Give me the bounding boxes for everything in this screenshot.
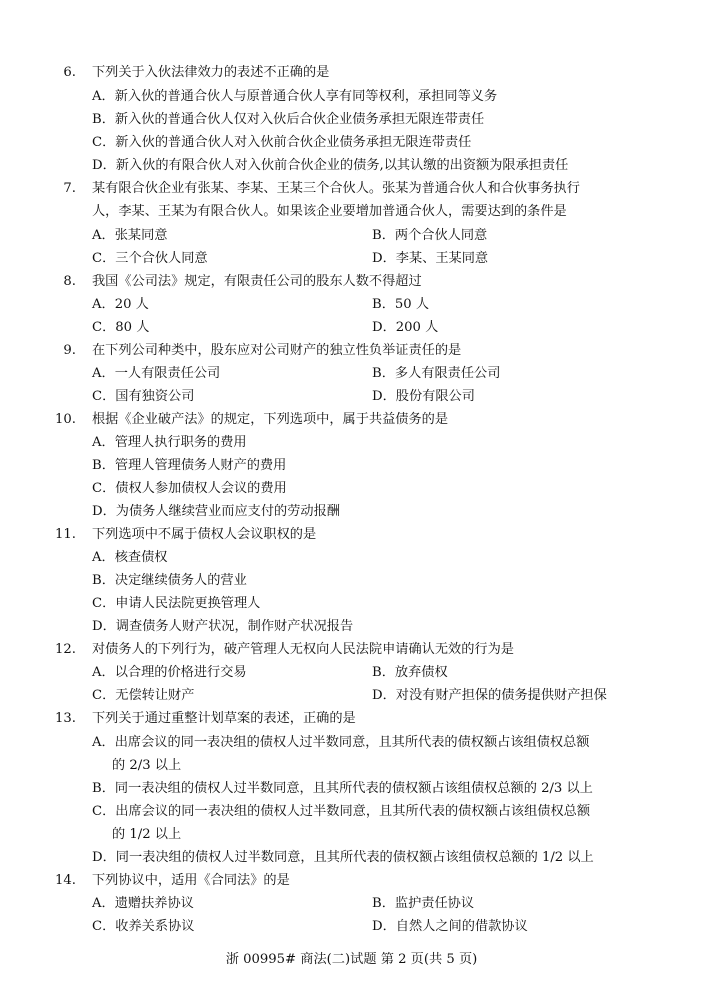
option-b: B．放弃债权	[372, 665, 448, 680]
option-text: A．核查债权	[92, 550, 168, 565]
question-stem: 对债务人的下列行为，破产管理人无权向人民法院申请确认无效的行为是	[92, 642, 514, 657]
question-number: 14.	[55, 873, 76, 888]
option-d: D．自然人之间的借款协议	[372, 919, 528, 934]
option-text: D．同一表决组的债权人过半数同意，且其所代表的债权额占该组债权总额的 1/2 以上	[92, 850, 594, 865]
option-text: D．新入伙的有限合伙人对入伙前合伙企业的债务,以其认缴的出资额为限承担责任	[92, 158, 569, 173]
option-d: D．股份有限公司	[372, 389, 475, 404]
option-c: C．国有独资公司	[92, 389, 195, 404]
question-stem: 在下列公司种类中，股东应对公司财产的独立性负举证责任的是	[92, 343, 462, 358]
option-text: C．出席会议的同一表决组的债权人过半数同意，且其所代表的债权额占该组债权总额	[92, 804, 591, 819]
option-text: C．债权人参加债权人会议的费用	[92, 481, 287, 496]
option-a: A．以合理的价格进行交易	[92, 665, 247, 680]
question-number: 8.	[63, 274, 76, 289]
option-text: B．决定继续债务人的营业	[92, 573, 247, 588]
question-number: 6.	[63, 65, 76, 80]
option-text: A．新入伙的普通合伙人与原普通合伙人享有同等权利，承担同等义务	[92, 89, 498, 104]
question-number: 7.	[63, 181, 76, 196]
option-text: B．新入伙的普通合伙人仅对入伙后合伙企业债务承担无限连带责任	[92, 112, 485, 127]
question-stem: 我国《公司法》规定，有限责任公司的股东人数不得超过	[92, 274, 422, 289]
option-c: C．收养关系协议	[92, 919, 195, 934]
question-number: 10.	[55, 412, 76, 427]
option-a: A．一人有限责任公司	[92, 366, 221, 381]
option-b: B．两个合伙人同意	[372, 228, 488, 243]
question-stem: 人，李某、王某为有限合伙人。如果该企业要增加普通合伙人，需要达到的条件是	[92, 204, 567, 219]
option-a: A．20 人	[92, 297, 149, 312]
question-number: 12.	[55, 642, 76, 657]
option-text: 的 2/3 以上	[112, 758, 182, 773]
option-text: A．出席会议的同一表决组的债权人过半数同意，且其所代表的债权额占该组债权总额	[92, 735, 590, 750]
option-a: A．张某同意	[92, 228, 168, 243]
question-stem: 下列关于入伙法律效力的表述不正确的是	[92, 65, 330, 80]
option-c: C．无偿转让财产	[92, 688, 195, 703]
option-text: C．申请人民法院更换管理人	[92, 596, 261, 611]
option-text: D．为债务人继续营业而应支付的劳动报酬	[92, 504, 340, 519]
option-d: D．对没有财产担保的债务提供财产担保	[372, 688, 607, 703]
question-stem: 下列协议中，适用《合同法》的是	[92, 873, 290, 888]
page-footer: 浙 00995# 商法(二)试题 第 2 页(共 5 页)	[225, 952, 478, 967]
option-text: D．调查债务人财产状况，制作财产状况报告	[92, 619, 354, 634]
question-stem: 下列选项中不属于债权人会议职权的是	[92, 527, 317, 542]
option-b: B．多人有限责任公司	[372, 366, 501, 381]
option-text: C．新入伙的普通合伙人对入伙前合伙企业债务承担无限连带责任	[92, 135, 472, 150]
option-c: C．三个合伙人同意	[92, 251, 208, 266]
option-text: B．管理人管理债务人财产的费用	[92, 458, 287, 473]
question-number: 11.	[55, 527, 76, 542]
question-number: 13.	[55, 711, 76, 726]
option-c: C．80 人	[92, 320, 150, 335]
option-text: B．同一表决组的债权人过半数同意，且其所代表的债权额占该组债权总额的 2/3 以上	[92, 781, 593, 796]
option-d: D．李某、王某同意	[372, 251, 489, 266]
option-a: A．遗赠扶养协议	[92, 896, 194, 911]
option-text: 的 1/2 以上	[112, 827, 182, 842]
question-stem: 某有限合伙企业有张某、李某、王某三个合伙人。张某为普通合伙人和合伙事务执行	[92, 181, 580, 196]
option-text: A．管理人执行职务的费用	[92, 435, 247, 450]
question-stem: 根据《企业破产法》的规定，下列选项中，属于共益债务的是	[92, 412, 449, 427]
question-number: 9.	[63, 343, 76, 358]
option-b: B．监护责任协议	[372, 896, 475, 911]
option-d: D．200 人	[372, 320, 439, 335]
option-b: B．50 人	[372, 297, 430, 312]
question-stem: 下列关于通过重整计划草案的表述，正确的是	[92, 711, 356, 726]
